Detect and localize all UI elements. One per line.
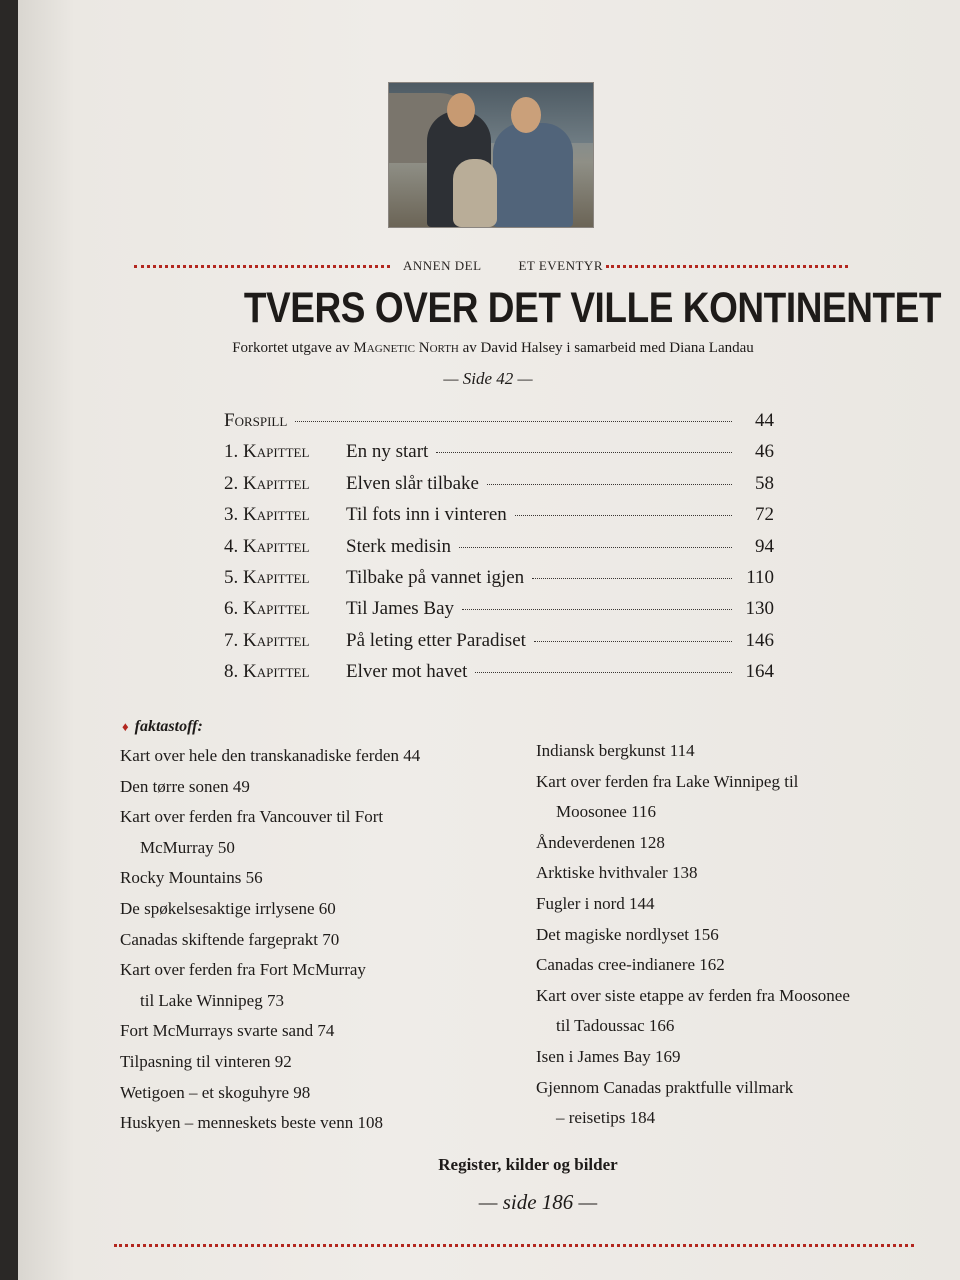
toc-page-number: 164 <box>745 661 774 683</box>
toc-chapter-label: 1. Kapittel <box>224 441 310 463</box>
facts-item: Arktiske hvithvaler 138 <box>536 863 698 883</box>
toc-chapter-label: 4. Kapittel <box>224 535 310 557</box>
cover-photo <box>388 82 594 228</box>
toc-chapter-title: Tilbake på vannet igjen <box>346 566 525 588</box>
toc-dot-leader <box>459 547 732 548</box>
facts-item: Kart over ferden fra Fort McMurray <box>120 960 366 980</box>
facts-item: Rocky Mountains 56 <box>120 868 263 888</box>
toc-chapter-label: 5. Kapittel <box>224 566 310 588</box>
red-dotted-rule-bottom <box>114 1244 914 1247</box>
toc-dot-leader <box>475 672 732 673</box>
toc-chapter-label: 6. Kapittel <box>224 598 310 620</box>
facts-item: Tilpasning til vinteren 92 <box>120 1051 292 1071</box>
facts-item: Huskyen – menneskets beste venn 108 <box>120 1113 383 1133</box>
part-name: ET EVENTYR <box>518 258 603 273</box>
toc-chapter-title: Elven slår tilbake <box>346 472 479 494</box>
toc-dot-leader <box>462 609 732 610</box>
facts-right-column <box>536 736 850 1134</box>
facts-item: Åndeverdenen 128 <box>536 832 665 852</box>
toc-page-number: 110 <box>746 566 774 588</box>
toc-row <box>224 536 774 567</box>
toc-chapter-title: Elver mot havet <box>346 661 468 683</box>
subtitle: Forkortet utgave av Magnetic North av David Halsey i samarbeid med Diana Landau <box>232 340 754 356</box>
facts-item: Fugler i nord 144 <box>536 893 655 913</box>
toc-page-number: 58 <box>755 472 774 494</box>
toc-row <box>224 441 774 472</box>
facts-item: Kart over ferden fra Lake Winnipeg til <box>536 771 799 791</box>
facts-item: Kart over siste etappe av ferden fra Moosonee <box>536 985 850 1005</box>
toc-row <box>224 410 774 441</box>
facts-item: til Tadoussac 166 <box>556 1016 675 1036</box>
toc-page-number: 46 <box>755 441 774 463</box>
toc-chapter-title: Til fots inn i vinteren <box>346 504 507 526</box>
start-page: — Side 42 — <box>443 369 533 388</box>
facts-item: Moosonee 116 <box>556 802 656 822</box>
part-label: ANNEN DEL <box>403 258 482 273</box>
facts-item: Gjennom Canadas praktfulle villmark <box>536 1077 794 1097</box>
facts-item: De spøkelsesaktige irrlysene 60 <box>120 898 336 918</box>
toc-chapter-title: En ny start <box>346 441 429 463</box>
facts-left-column <box>120 741 420 1139</box>
toc-chapter-label: Forspill <box>224 410 288 431</box>
register-page: — side 186 — <box>478 1190 598 1214</box>
facts-item: Kart over hele den transkanadiske ferden 44 <box>120 746 421 765</box>
toc-dot-leader <box>515 515 732 516</box>
facts-item: Isen i James Bay 169 <box>536 1046 681 1066</box>
toc-dot-leader <box>532 578 732 579</box>
book-title: Magnetic North <box>353 340 459 356</box>
toc-page-number: 130 <box>745 598 774 620</box>
facts-heading: ♦ faktastoff: <box>122 718 203 735</box>
toc-dot-leader <box>534 641 732 642</box>
facts-item: Wetigoen – et skoguhyre 98 <box>120 1082 311 1102</box>
toc-row <box>224 630 774 661</box>
toc-page-number: 146 <box>745 629 774 651</box>
toc-dot-leader <box>295 421 732 422</box>
toc-chapter-label: 8. Kapittel <box>224 661 310 683</box>
facts-item: Indiansk bergkunst 114 <box>536 741 695 760</box>
facts-item: Canadas cree-indianere 162 <box>536 955 725 975</box>
toc-row <box>224 661 774 692</box>
facts-item: Fort McMurrays svarte sand 74 <box>120 1021 335 1041</box>
toc-page-number: 94 <box>755 535 774 557</box>
red-dotted-rule-left <box>134 265 390 268</box>
register-heading: Register, kilder og bilder <box>438 1155 618 1174</box>
toc-chapter-title: På leting etter Paradiset <box>346 629 526 651</box>
table-of-contents <box>224 410 774 693</box>
book-page <box>18 0 960 1280</box>
facts-item: Den tørre sonen 49 <box>120 776 250 796</box>
toc-row <box>224 567 774 598</box>
toc-chapter-label: 2. Kapittel <box>224 472 310 494</box>
toc-dot-leader <box>487 484 732 485</box>
facts-item: Canadas skiftende fargeprakt 70 <box>120 929 340 949</box>
part-heading <box>403 258 603 274</box>
facts-item: Det magiske nordlyset 156 <box>536 924 719 944</box>
toc-chapter-label: 7. Kapittel <box>224 629 310 651</box>
toc-page-number: 44 <box>755 410 774 431</box>
toc-page-number: 72 <box>755 504 774 526</box>
toc-row <box>224 504 774 535</box>
diamond-icon: ♦ <box>122 719 129 734</box>
page-title: TVERS OVER DET VILLE KONTINENTET <box>243 284 942 332</box>
red-dotted-rule-right <box>606 265 848 268</box>
facts-item: til Lake Winnipeg 73 <box>140 990 284 1010</box>
toc-chapter-label: 3. Kapittel <box>224 504 310 526</box>
toc-chapter-title: Sterk medisin <box>346 535 452 557</box>
toc-chapter-title: Til James Bay <box>346 598 455 620</box>
toc-row <box>224 473 774 504</box>
facts-item: – reisetips 184 <box>556 1108 656 1128</box>
toc-row <box>224 598 774 629</box>
facts-item: McMurray 50 <box>140 837 235 857</box>
toc-dot-leader <box>436 452 732 453</box>
facts-item: Kart over ferden fra Vancouver til Fort <box>120 807 384 827</box>
